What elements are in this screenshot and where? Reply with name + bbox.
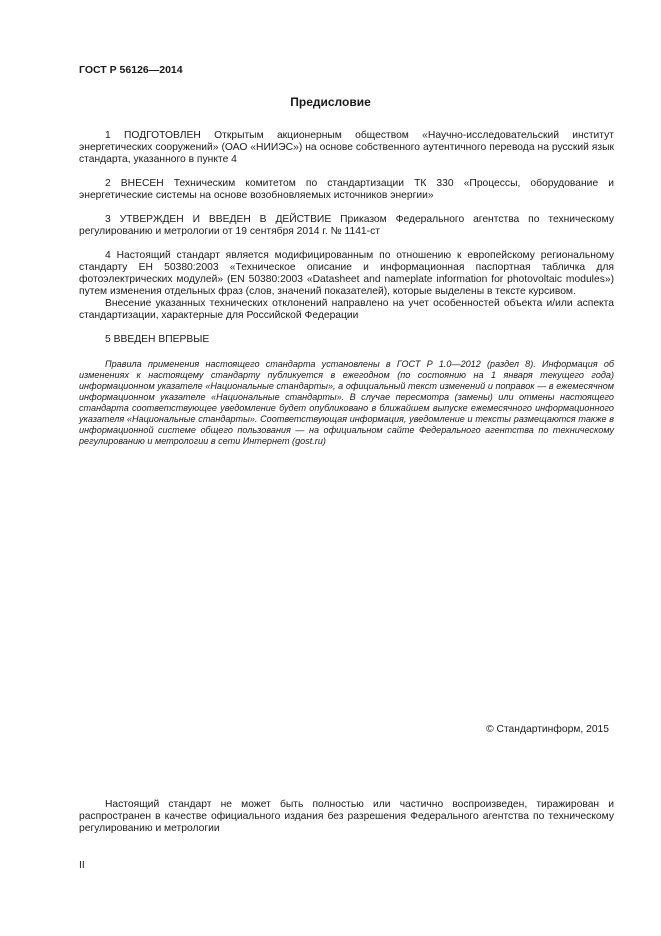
paragraph-approved: 3 УТВЕРЖДЕН И ВВЕДЕН В ДЕЙСТВИЕ Приказом Федерального агентства по техническому регулированию и метрологии от 19 сентября 2014 г. № 1141-ст — [79, 214, 614, 237]
preface-body — [79, 130, 614, 447]
copyright: © Стандартинформ, 2015 — [486, 724, 609, 735]
page-number: II — [79, 860, 85, 871]
standard-id: ГОСТ Р 56126—2014 — [79, 64, 183, 76]
application-rules-note: Правила применения настоящего стандарта установлены в ГОСТ Р 1.0—2012 (раздел 8). Информация об изменениях к настоящему стандарту публикуется в ежегодном (по состоянию на 1 января текущего года) информационном указателе «Национальные стандарты», а официальный текст изменений и поправок — в ежемесячном информационном указателе «Национальные стандарты». В случае пересмотра (замены) или отмены настоящего стандарта соответствующее уведомление будет опубликовано в ближайшем выпуске ежемесячного информационного указателя «Национальные стандарты». Соответствующая информация, уведомление и тексты размещаются также в информационной системе общего пользования — на официальном сайте Федерального агентства по техническому регулированию и метрологии в сети Интернет (gost.ru) — [79, 359, 614, 446]
paragraph-deviations: Внесение указанных технических отклонений направлено на учет особенностей объекта и/или аспекта стандартизации, характерные для Российской Федерации — [79, 298, 614, 321]
paragraph-introduced: 2 ВНЕСЕН Техническим комитетом по стандартизации ТК 330 «Процессы, оборудование и энергетические системы на основе возобновляемых источников энергии» — [79, 178, 614, 201]
reproduction-notice-block — [79, 799, 614, 835]
paragraph-prepared: 1 ПОДГОТОВЛЕН Открытым акционерным обществом «Научно-исследовательский институт энергетических сооружений» (ОАО «НИИЭС») на основе собственного аутентичного перевода на русский язык стандарта, указанного в пункте 4 — [79, 130, 614, 165]
reproduction-notice: Настоящий стандарт не может быть полностью или частично воспроизведен, тиражирован и распространен в качестве официального издания без разрешения Федерального агентства по техническому регулированию и метрологии — [79, 799, 614, 834]
page-title: Предисловие — [290, 95, 371, 109]
paragraph-first-introduced: 5 ВВЕДЕН ВПЕРВЫЕ — [105, 334, 210, 345]
paragraph-modified: 4 Настоящий стандарт является модифицированным по отношению к европейскому региональному стандарту ЕН 50380:2003 «Техническое описание и информационная паспортная табличка для фотоэлектрических модулей» (EN 50380:2003 «Datasheet and nameplate information for photovoltaic modules») путем изменения отдельных фраз (слов, значений показателей), которые выделены в тексте курсивом. — [79, 250, 614, 297]
